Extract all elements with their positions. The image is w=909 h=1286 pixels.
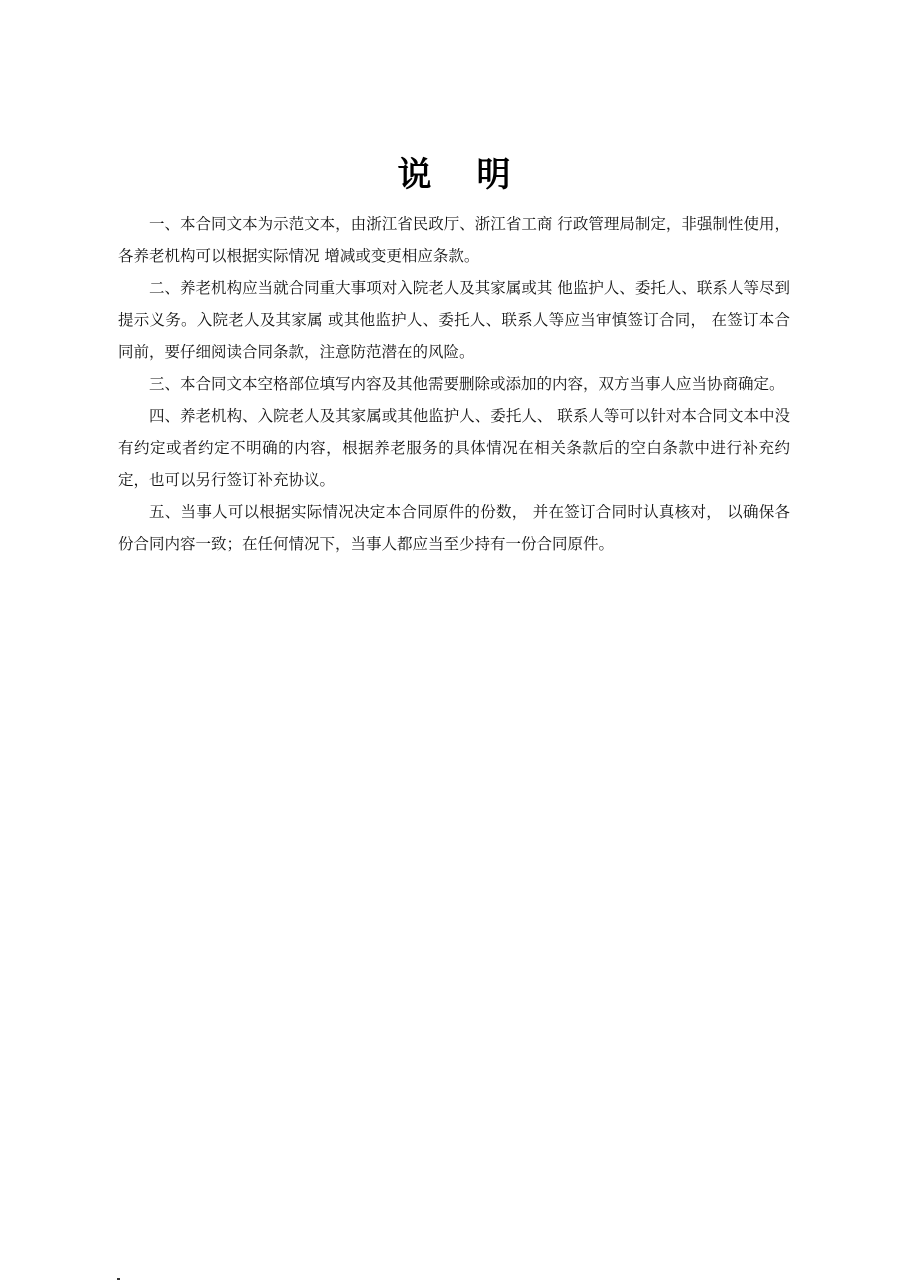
paragraph-5: 五、当事人可以根据实际情况决定本合同原件的份数， 并在签订合同时认真核对， 以确保各份合同内容一致；在任何情况下，当事人都应当至少持有一份合同原件。 <box>118 503 790 553</box>
document-body <box>118 208 790 560</box>
paragraph-3: 三、本合同文本空格部位填写内容及其他需要删除或添加的内容，双方当事人应当协商确定。 <box>149 375 785 393</box>
page-title <box>0 151 909 199</box>
title-char-2: 明 <box>476 154 512 195</box>
title-char-1: 说 <box>397 154 433 195</box>
paragraph-1: 一、本合同文本为示范文本，由浙江省民政厅、浙江省工商 行政管理局制定，非强制性使用，各养老机构可以根据实际情况 增减或变更相应条款。 <box>118 215 790 265</box>
footer-mark <box>117 1278 120 1280</box>
paragraph-4: 四、养老机构、入院老人及其家属或其他监护人、委托人、 联系人等可以针对本合同文本中没有约定或者约定不明确的内容，根据养老服务的具体情况在相关条款后的空白条款中进行补充约定，也可以另行签订补充协议。 <box>118 407 790 489</box>
paragraph-2: 二、养老机构应当就合同重大事项对入院老人及其家属或其 他监护人、委托人、联系人等尽到提示义务。入院老人及其家属 或其他监护人、委托人、联系人等应当审慎签订合同， 在签订本合同前，要仔细阅读合同条款，注意防范潜在的风险。 <box>118 279 790 361</box>
